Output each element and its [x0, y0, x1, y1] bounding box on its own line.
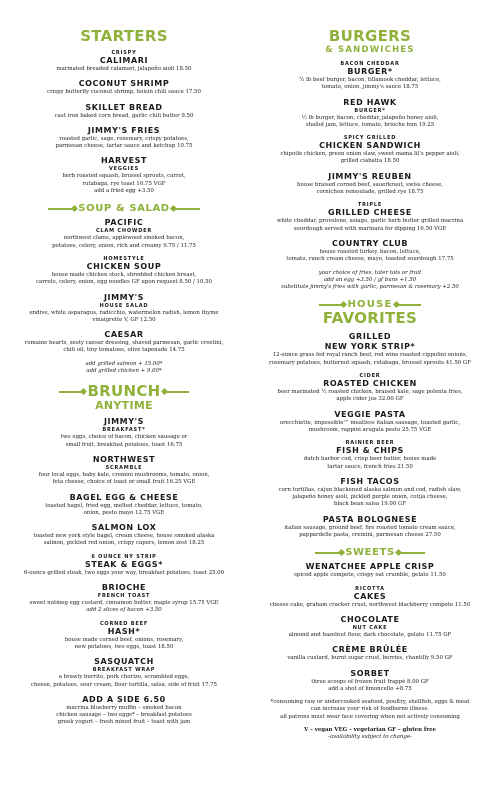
menu-item: [254, 98, 486, 130]
item-name: PASTA BOLOGNESE: [322, 514, 418, 524]
item-prefix: HOMESTYLE: [103, 255, 145, 262]
item-description: sourdough served with marinara for dipping 16.50 VGE: [293, 225, 447, 232]
disclaimer-line: all patrons must wear face covering when not actively consuming: [280, 713, 460, 720]
menu-item: [8, 330, 240, 355]
item-prefix: CIDER: [359, 373, 381, 380]
item-subtitle: NUT CAKE: [352, 624, 388, 631]
item-description: apple cider jus 32.00 GF: [336, 396, 404, 403]
item-name: ROASTED CHICKEN: [323, 379, 417, 389]
item-name: JIMMY'S: [103, 292, 145, 302]
item-description: feta cheese, choice of toast or small fruit 16.25 VGE: [52, 479, 196, 486]
item-name: SALMON LOX: [91, 523, 157, 533]
salad-addon-chicken: add grilled chicken + 9.00*: [86, 368, 162, 375]
sweets-title: SWEETS: [345, 547, 395, 559]
burgers-header: [254, 28, 486, 56]
burger-note: add an egg +3.50 / gf buns +1.50: [323, 276, 417, 283]
item-description: chicken sausage – two eggs* – breakfast potatoes: [56, 712, 192, 719]
item-description: house roasted turkey, bacon, lettuce,: [319, 248, 421, 255]
brunch-subtitle: ANYTIME: [95, 399, 153, 413]
item-description: cast iron baked corn bread, garlic chili butter 9.50: [54, 112, 194, 119]
availability-note: -availability subject to change-: [328, 734, 412, 741]
item-name: JIMMY'S: [103, 417, 145, 427]
item-name: CAKES: [353, 591, 387, 601]
item-prefix: SPICY GRILLED: [343, 135, 397, 142]
item-description: mushroom, rappini arugula pesto 25.75 VGE: [308, 426, 432, 433]
item-description: northwest clams, applewood smoked bacon,: [63, 235, 185, 242]
item-description: ½ lb beef burger, bacon, tillamook cheddar, lettuce,: [299, 77, 441, 83]
item-description: grilled ciabatta 18.50: [340, 158, 400, 165]
diet-legend: V – vegan VEG – vegetarian GF – gluten free: [304, 726, 436, 733]
burgers-list: [254, 61, 486, 264]
burger-notes: [254, 270, 486, 292]
item-prefix: TRIPLE: [357, 202, 383, 209]
item-name: BRIOCHE: [101, 583, 147, 593]
menu-item: [8, 583, 240, 615]
divider-right-icon: [174, 208, 200, 210]
item-description: new potatoes, two eggs, toast 18.50: [74, 643, 174, 650]
item-description: black bean salsa 19.00 GF: [333, 501, 407, 508]
item-description: three scoops of frozen fruit frappé 8.00 GF: [311, 678, 429, 685]
item-name: CHICKEN SANDWICH: [319, 141, 421, 151]
item-description: vanilla custard, burnt sugar crust, berries, chantilly 9.50 GF: [287, 655, 453, 662]
item-prefix: RICOTTA: [355, 585, 385, 592]
item-description: rutabaga, rye toast 10.75 VGF: [82, 180, 166, 187]
item-description: add a shot of limoncello +8.75: [328, 685, 412, 692]
item-description: almond and hazelnut flour, dark chocolate, gelato 11.75 GF: [288, 631, 452, 638]
item-description: orecchiette, impossible™ meatless italian sausage, toasted garlic,: [279, 419, 461, 426]
starters-list: [8, 50, 240, 195]
item-description: onion, pesto mayo 12.75 VGE: [83, 509, 165, 516]
menu-item: [8, 657, 240, 689]
item-name: WENATCHEE APPLE CRISP: [305, 562, 435, 572]
item-description: tartar sauce, french fries 21.50: [327, 463, 413, 470]
item-description: pappardelle pasta, cremini, parmesan cheese 27.50: [299, 532, 441, 539]
menu-item: [254, 410, 486, 435]
item-description: add a fried egg +3.50: [94, 188, 154, 195]
item-name: JIMMY'S FRIES: [87, 125, 161, 135]
item-name: HARVEST: [100, 156, 148, 166]
item-name: GRILLED: [348, 332, 392, 342]
item-name: STEAK & EGGS*: [85, 559, 163, 569]
burgers-title: BURGERS: [328, 27, 412, 45]
item-description: house braised corned beef, sauerkraut, swiss cheese,: [297, 181, 443, 188]
item-description: roasted garlic, sage, rosemary, crispy potatoes,: [59, 135, 189, 142]
menu-item: [8, 695, 240, 727]
menu-item: [8, 493, 240, 518]
item-subtitle: BURGER*: [354, 107, 386, 114]
item-description: rosemary potatoes, butternut squash, rutabaga, brussel sprouts 41.50 GF: [269, 359, 471, 366]
menu-item: [254, 61, 486, 92]
right-column: [254, 22, 486, 742]
item-description: sweet nutmeg egg custard, cinnamon butter, maple syrup 15.75 VGE: [29, 600, 219, 607]
item-description: small fruit, breakfast potatoes, toast 16.75: [65, 441, 183, 448]
item-subtitle: FRENCH TOAST: [97, 593, 151, 600]
item-name: CAESAR: [104, 330, 144, 340]
item-description: house made chicken stock, shredded chicken breast,: [51, 271, 197, 278]
menu-item: [254, 477, 486, 509]
item-name: COCONUT SHRIMP: [78, 79, 170, 89]
item-description: parmesan cheese, tartar sauce and ketchup 10.75: [55, 143, 193, 150]
item-name: PACIFIC: [104, 218, 144, 228]
menu-item: [254, 515, 486, 540]
item-description: cornichon remoulade, grilled rye 18.75: [316, 189, 424, 196]
menu-item: [8, 156, 240, 195]
item-description: shallot jam, lettuce, tomato, brioche bun 19.25: [305, 121, 435, 128]
item-description: beer marinated ½ roasted chicken, braised kale, sage polenta fries,: [277, 389, 463, 396]
divider-right-icon: [165, 391, 189, 393]
divider-right-icon: [399, 552, 425, 554]
menu-item: [254, 615, 486, 639]
menu-item: [8, 218, 240, 250]
menu-item: [254, 669, 486, 694]
item-name: CHOCOLATE: [340, 614, 400, 624]
item-subtitle: VEGGIES: [109, 166, 139, 173]
item-name: HASH*: [107, 626, 141, 636]
item-description: crispy butterfly coconut shrimp, hoisin chili sauce 17.50: [47, 89, 201, 96]
menu-item: [8, 103, 240, 120]
favorites-header: [254, 299, 486, 327]
item-subtitle: BREAKFAST*: [102, 427, 146, 434]
item-description: cheese, potatoes, sour cream, flour tortilla, salsa, side of fruit 17.75: [30, 681, 217, 688]
menu-item: [8, 523, 240, 548]
soup-salad-title: SOUP & SALAD: [78, 203, 170, 215]
burger-note: substitute jimmy's fries with garlic, parmesan & rosemary +2.50: [281, 284, 459, 291]
menu-item: [254, 172, 486, 197]
menu-item: [254, 332, 486, 367]
item-name: VEGGIE PASTA: [334, 409, 406, 419]
divider-left-icon: [319, 304, 343, 306]
menu-item: [8, 256, 240, 287]
item-description: dutch harbor cod, crisp beer batter, house made: [303, 456, 437, 463]
item-name: SASQUATCH: [94, 657, 154, 667]
item-name: BAGEL EGG & CHEESE: [69, 492, 179, 502]
item-description: toasted bagel, fried egg, melted cheddar, lettuce, tomato,: [45, 502, 203, 509]
disclaimer-line: can increase your risk of foodborne illness.: [310, 706, 429, 713]
item-description: macrina blueberry muffin – smoked bacon: [66, 704, 182, 711]
divider-left-icon: [59, 391, 83, 393]
item-note: add 2 slices of bacon +3.50: [86, 607, 162, 614]
item-name: NORTHWEST: [92, 454, 156, 464]
item-subtitle: BREAKFAST WRAP: [92, 667, 156, 674]
item-description: greek yogurt – fresh mixed fruit – toast with jam: [57, 719, 191, 726]
item-prefix: BACON CHEDDAR: [340, 61, 400, 67]
divider-left-icon: [315, 552, 341, 554]
item-subtitle: HOUSE SALAD: [99, 302, 149, 309]
left-column: [8, 22, 240, 733]
item-description: romaine hearts, zesty caesar dressing, shaved parmesan, garlic crostini,: [24, 340, 224, 347]
item-name: CRÈME BRÛLÉE: [332, 645, 408, 655]
menu-item: [254, 239, 486, 264]
item-description: tomato, onion, jimmy's sauce 18.75: [321, 84, 419, 91]
item-name: CHICKEN SOUP: [86, 261, 162, 271]
favorites-list: [254, 332, 486, 539]
item-description: herb roasted squash, brussel sprouts, carrot,: [62, 173, 186, 180]
item-name: ADD A SIDE 6.50: [82, 694, 166, 704]
item-description: cheese cake, graham cracker crust, northwest blackberry compote 11.50: [269, 601, 471, 608]
menu-item: [8, 293, 240, 325]
menu-item: [254, 373, 486, 404]
soup-salad-list: [8, 218, 240, 354]
brunch-list: [8, 417, 240, 726]
menu-item: [254, 202, 486, 233]
item-description: two eggs, choice of bacon, chicken sausage or: [60, 434, 188, 441]
item-description: corn tortillas, cajun blackened alaska salmon and cod, radish slaw,: [278, 486, 462, 493]
item-description: a brawly burrito, pork chorizo, scrambled eggs,: [58, 674, 190, 681]
item-description: house made corned beef, onions, rosemary,: [64, 636, 184, 643]
sweets-header: [254, 547, 486, 558]
item-prefix: RAINIER BEER: [345, 440, 395, 447]
item-subtitle: NEW YORK STRIP*: [324, 342, 416, 352]
salad-addons: [8, 361, 240, 376]
starters-header: [8, 28, 240, 45]
item-description: 6-ounce grilled steak, two eggs your way, breakfast potatoes, toast 25.00: [23, 569, 225, 576]
item-subtitle: CLAM CHOWDER: [95, 228, 153, 235]
menu-item: [8, 417, 240, 449]
item-description: salmon, pickled red onion, crispy capers, lemon zest 18.25: [43, 540, 205, 547]
item-description: white cheddar, provolone, asiago, garlic herb butter grilled macrina: [276, 218, 464, 225]
menu-item: [254, 440, 486, 471]
brunch-title: BRUNCH: [87, 382, 161, 401]
menu-item: [8, 50, 240, 73]
item-prefix: CORNED BEEF: [99, 620, 149, 627]
item-description: ½ lb burger, bacon, cheddar, jalapeño honey aioli,: [301, 114, 439, 121]
brunch-header: [8, 383, 240, 412]
item-name: JIMMY'S REUBEN: [328, 171, 412, 181]
item-description: 12-ounce grass fed royal ranch beef, red wine roasted cippolini onions,: [272, 352, 468, 359]
divider-right-icon: [397, 304, 421, 306]
item-description: potatoes, celery, onion, rich and creamy 9.75 / 11.75: [52, 242, 196, 249]
item-description: vinaigrette V, GF 12.50: [92, 316, 156, 323]
burger-note: your choice of fries, tater tots or fruit: [318, 269, 422, 276]
item-description: four local eggs, baby kale, cremini mushrooms, tomato, onion,: [38, 471, 210, 478]
item-description: endive, white asparagus, radicchio, watermelon radish, lemon thyme: [29, 309, 219, 316]
item-name: GRILLED CHEESE: [328, 208, 412, 218]
item-description: toasted new york style bagel, cream cheese, house smoked alaska: [33, 533, 215, 540]
item-description: jalapeño honey aioli, pickled purple onion, cotija cheese,: [292, 494, 448, 501]
item-description: spiced apple compote, crispy oat crumble, gelato 11.50: [294, 572, 446, 579]
soup-salad-header: [8, 203, 240, 214]
item-prefix: 6 OUNCE NY STRIP: [91, 553, 157, 560]
disclaimer-line: *consuming raw or undercooked seafood, poultry, shellfish, eggs & meat: [270, 699, 470, 706]
item-name: SKILLET BREAD: [85, 102, 163, 112]
divider-left-icon: [48, 208, 74, 210]
sweets-list: [254, 562, 486, 693]
menu-item: [254, 135, 486, 166]
item-description: carrots, celery, onion, egg noodles GF upon request 8.50 / 10.50: [36, 279, 212, 286]
item-name: RED HAWK: [343, 97, 397, 107]
burgers-subtitle: & SANDWICHES: [325, 45, 415, 55]
item-description: tomato, ranch cream cheese, mayo, toasted sourdough 17.75: [286, 256, 454, 263]
menu-item: [8, 79, 240, 96]
menu-item: [254, 562, 486, 579]
salad-addon-salmon: add grilled salmon + 15.00*: [85, 360, 163, 367]
item-name: SORBET: [350, 668, 390, 678]
menu-item: [8, 455, 240, 487]
item-name: FISH TACOS: [340, 476, 400, 486]
menu-item: [8, 621, 240, 652]
favorites-title-top: HOUSE: [347, 299, 393, 311]
item-name: CALIMARI: [99, 56, 149, 65]
item-subtitle: SCRAMBLE: [105, 464, 143, 471]
menu-item: [8, 554, 240, 577]
item-description: marinated breaded calamari, jalapeño aioli 18.50: [56, 66, 192, 72]
menu-item: [254, 586, 486, 609]
menu-item: [8, 126, 240, 151]
starters-title: STARTERS: [80, 27, 168, 45]
item-name: FISH & CHIPS: [336, 446, 404, 456]
item-description: chipotle chicken, green onion slaw, sweet mama lil's pepper aioli,: [280, 151, 460, 158]
footer: [254, 699, 486, 741]
item-name: BURGER*: [347, 67, 393, 76]
item-name: COUNTRY CLUB: [331, 238, 409, 248]
item-description: chili oil, tiny tomatoes, olive tapenade 14.75: [63, 347, 185, 354]
menu-item: [254, 645, 486, 662]
favorites-title: FAVORITES: [322, 309, 418, 328]
item-description: italian sausage, ground beef, fire roasted tomato cream sauce,: [284, 524, 456, 531]
item-prefix: CRISPY: [111, 50, 137, 56]
